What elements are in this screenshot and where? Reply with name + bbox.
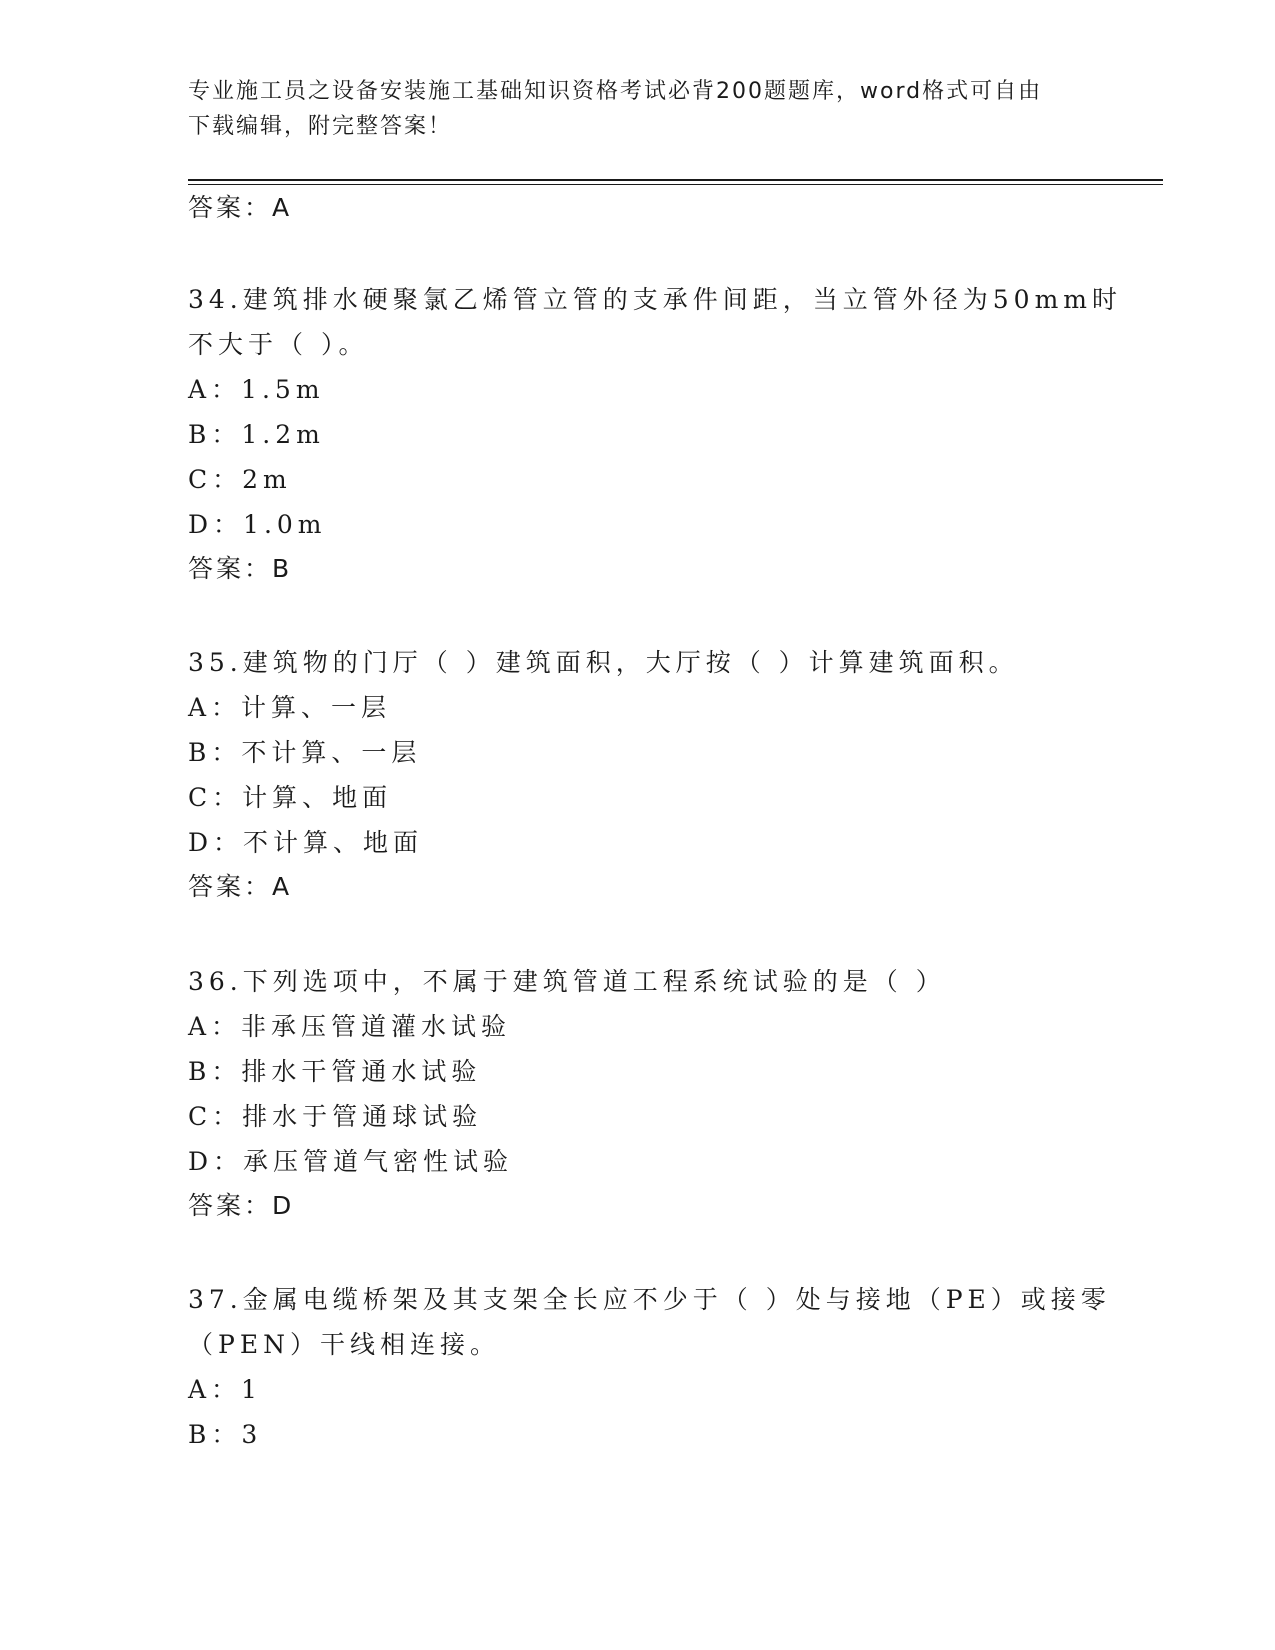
- question-34-stem-line-1: 34.建筑排水硬聚氯乙烯管立管的支承件间距，当立管外径为50mm时: [188, 285, 1122, 314]
- question-35-option-d: D：不计算、地面: [188, 828, 424, 857]
- question-34-option-c: C：2m: [188, 465, 292, 494]
- question-37-stem-line-2: （PEN）干线相连接。: [188, 1330, 500, 1359]
- question-34-stem-line-2: 不大于（ ）。: [188, 330, 369, 359]
- question-36-answer: 答案：D: [188, 1191, 295, 1220]
- question-34-option-a: A：1.5m: [188, 375, 325, 404]
- question-35-option-a: A：计算、一层: [188, 693, 392, 722]
- question-36-stem-line-1: 36.下列选项中，不属于建筑管道工程系统试验的是（ ）: [188, 967, 946, 996]
- question-36-option-c: C：排水于管通球试验: [188, 1102, 483, 1131]
- question-36-option-b: B：排水干管通水试验: [188, 1057, 482, 1086]
- question-36-option-d: D：承压管道气密性试验: [188, 1147, 514, 1176]
- header-rule-thick: [188, 179, 1163, 181]
- header-line-2: 下载编辑，附完整答案！: [188, 114, 453, 139]
- question-35-option-b: B：不计算、一层: [188, 738, 422, 767]
- question-35-stem-line-1: 35.建筑物的门厅（ ）建筑面积，大厅按（ ）计算建筑面积。: [188, 648, 1019, 677]
- question-36-option-a: A：非承压管道灌水试验: [188, 1012, 512, 1041]
- document-header: [188, 74, 1088, 144]
- question-34-option-d: D：1.0m: [188, 510, 327, 539]
- question-35-option-c: C：计算、地面: [188, 783, 393, 812]
- question-35-answer: 答案：A: [188, 872, 293, 901]
- question-37-stem-line-1: 37.金属电缆桥架及其支架全长应不少于（ ）处与接地（PE）或接零: [188, 1285, 1111, 1314]
- question-34-answer: 答案：B: [188, 554, 293, 583]
- question-37-option-a: A：1: [188, 1375, 262, 1404]
- header-rule-thin: [188, 184, 1163, 185]
- header-line-1: 专业施工员之设备安装施工基础知识资格考试必背200题题库，word格式可自由: [188, 79, 1043, 104]
- previous-answer: 答案：A: [188, 193, 293, 222]
- question-37-option-b: B：3: [188, 1420, 263, 1449]
- question-34-option-b: B：1.2m: [188, 420, 325, 449]
